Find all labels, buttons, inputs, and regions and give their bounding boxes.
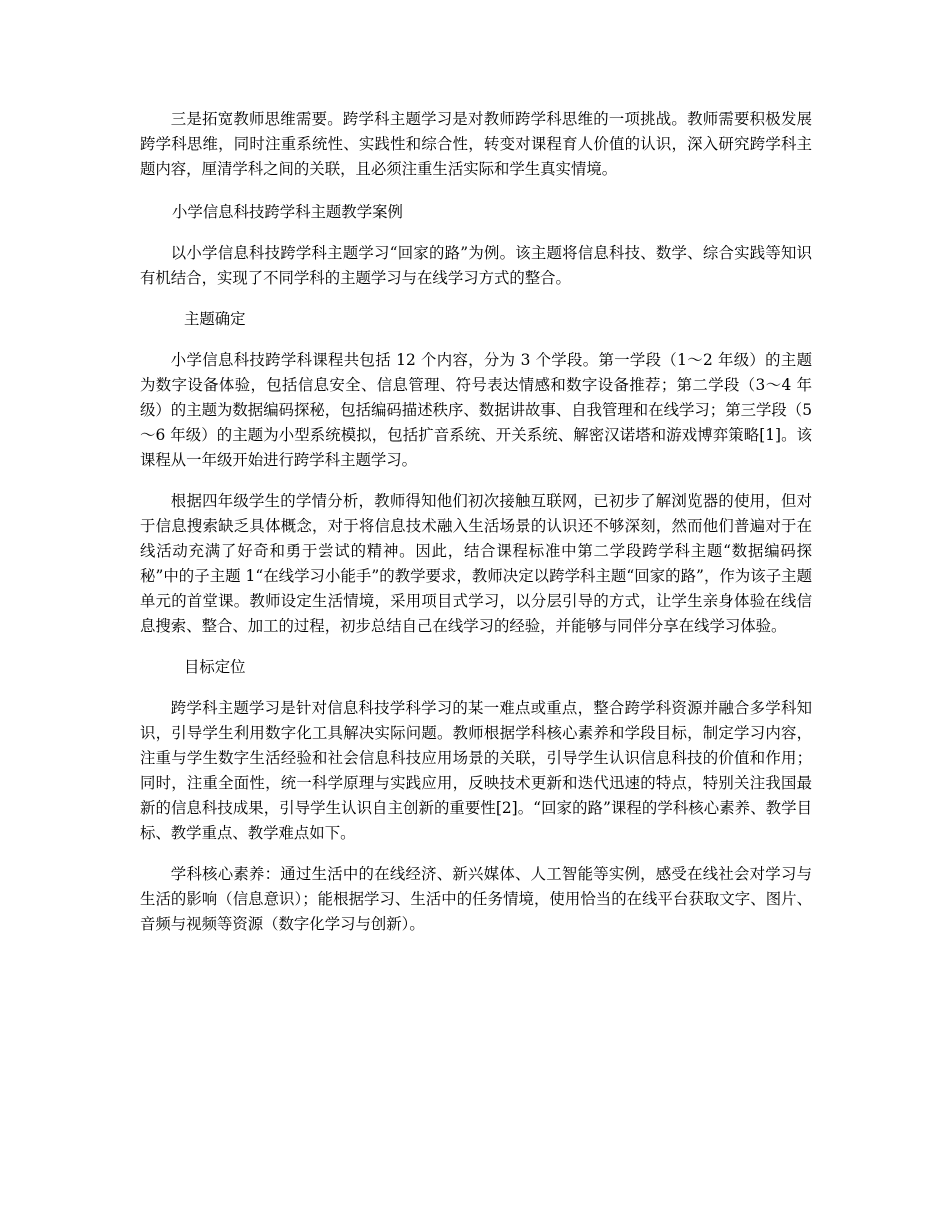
spacer (140, 291, 812, 307)
paragraph-learner-analysis: 根据四年级学生的学情分析，教师得知他们初次接触互联网，已初步了解浏览器的使用，但对于信息搜索缺乏具体概念，对于将信息技术融入生活场景的认识还不够深刻，然而他们普遍对于在线活动充满了好奇和勇于尝试的精神。因此，结合课程标准中第二学段跨学科主题“数据编码探秘”中的子主题 1“在线学习小能手”的教学要求，教师决定以跨学科主题“回家的路”，作为该子主题单元的首堂课。教师设定生活情境，采用项目式学习，以分层引导的方式，让学生亲身体验在线信息搜索、整合、加工的过程，初步总结自己在线学习的经验，并能够与同伴分享在线学习体验。 (140, 492, 812, 635)
section-heading-case: 小学信息科技跨学科主题教学案例 (172, 203, 403, 221)
spacer (140, 473, 812, 489)
document-page (140, 107, 812, 937)
section-heading-topic: 主题确定 (184, 310, 246, 328)
spacer (140, 225, 812, 241)
paragraph-goal-positioning: 跨学科主题学习是针对信息科技学科学习的某一难点或重点，整合跨学科资源并融合多学科知识，引导学生利用数字化工具解决实际问题。教师根据学科核心素养和学段目标，制定学习内容，注重与学生数字生活经验和社会信息科技应用场景的关联，引导学生认识信息科技的价值和作用；同时，注重全面性，统一科学原理与实践应用，反映技术更新和迭代迅速的特点，特别关注我国最新的信息科技成果，引导学生认识自主创新的重要性[2]。“回家的路”课程的学科核心素养、教学目标、教学重点、教学难点如下。 (140, 699, 812, 842)
spacer (140, 182, 812, 200)
paragraph-teacher-thinking: 三是拓宽教师思维需要。跨学科主题学习是对教师跨学科思维的一项挑战。教师需要积极发展跨学科思维，同时注重系统性、实践性和综合性，转变对课程育人价值的认识，深入研究跨学科主题内容，厘清学科之间的关联，且必须注重生活实际和学生真实情境。 (140, 110, 812, 178)
paragraph-core-literacy: 学科核心素养：通过生活中的在线经济、新兴媒体、人工智能等实例，感受在线社会对学习与生活的影响（信息意识）；能根据学习、生活中的任务情境，使用恰当的在线平台获取文字、图片、音频与视频等资源（数字化学习与创新）。 (140, 865, 812, 933)
spacer (140, 639, 812, 655)
spacer (140, 332, 812, 348)
paragraph-case-intro: 以小学信息科技跨学科主题学习“回家的路”为例。该主题将信息科技、数学、综合实践等知识有机结合，实现了不同学科的主题学习与在线学习方式的整合。 (140, 244, 812, 287)
paragraph-curriculum: 小学信息科技跨学科课程共包括 12 个内容，分为 3 个学段。第一学段（1～2 年级）的主题为数字设备体验，包括信息安全、信息管理、符号表达情感和数字设备推荐；第二学段（3～4 年级）的主题为数据编码探秘，包括编码描述秩序、数据讲故事、自我管理和在线学习；第三学段（5～6 年级）的主题为小型系统模拟，包括扩音系统、开关系统、解密汉诺塔和游戏博弈策略[1]。该课程从一年级开始进行跨学科主题学习。 (140, 351, 812, 469)
spacer (140, 846, 812, 862)
section-heading-goals: 目标定位 (184, 658, 246, 676)
spacer (140, 680, 812, 696)
